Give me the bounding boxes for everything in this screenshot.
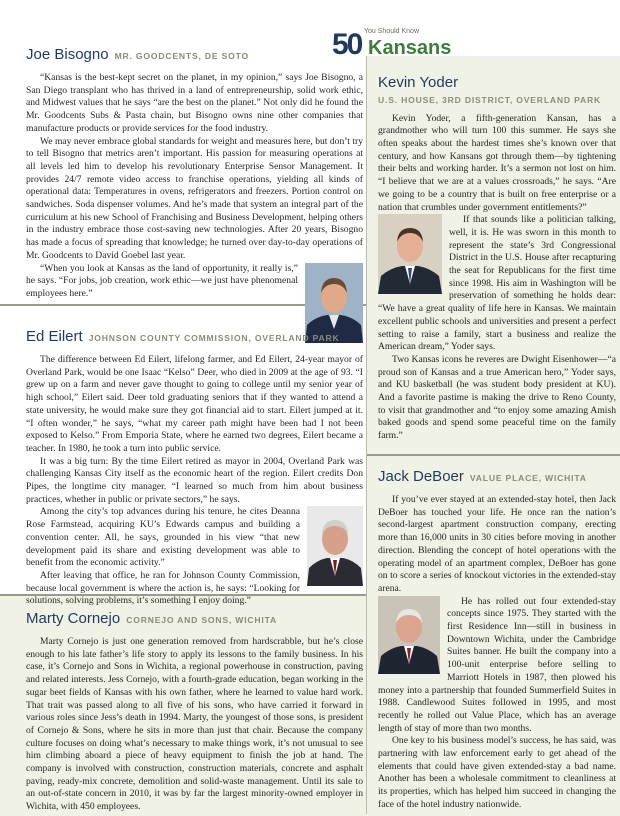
paragraph: After leaving that office, he ran for Johnson County Commission, because local government is where the action is, he says: “Looking for solutions, solving problems, it’s something I enjoy doing.” [26,569,300,607]
profile-name: Kevin Yoder [378,74,459,91]
paragraph: “Kansas is the best-kept secret on the planet, in my opinion,” says Joe Bisogno, a San Diego transplant who has thrived in a land of entrepreneurship, solid work ethic, and Midwest values that he says “are the best on the planet.” Not only did he found the Mr. Goodcents Subs & Pasta chain, but Bisogno owns nine other companies that manufacture products or provide services for the food industry. [26,72,363,134]
profile-name: Ed Eilert [26,328,83,345]
profile-affiliation: CORNEJO AND SONS, WICHITA [126,615,278,625]
profile-deboer [378,462,616,812]
profile-bisogno [26,40,363,346]
column-divider [366,56,367,814]
profile-body [378,494,616,812]
portrait-photo-eilert [307,506,363,586]
profile-heading [378,68,616,105]
paragraph: It was a big turn: By the time Eilert retired as mayor in 2004, Overland Park was challenging Kansas City itself as the economic heart of the region. Eilert credits Don Pipes, the longtime city manager. “I learned so much from him about business practices, whether in public or private sectors,” he says. [26,455,363,505]
profile-name: Joe Bisogno [26,46,109,63]
profile-body [378,113,616,443]
profile-affiliation: U.S. HOUSE, 3RD DISTRICT, OVERLAND PARK [378,95,601,105]
profile-name: Marty Cornejo [26,610,121,627]
paragraph: We may never embrace global standards for weight and measures here, but don’t try to tell Bisogno that metrics aren’t important. His passion for measuring operations at all levels led him to develop his revolutionary Enterprise Sensor Management. It provides 24/7 remote video access to franchise operations, yielding all kinds of operational data: Temperatures in ovens, refrigerators and freezers. Portion control on sandwiches. Soda dispenser volumes. And he’s made that system an integral part of the curriculum at his new School of Franchising and Business Development, helping others in the industry embrace those cost-saving new technologies. After 20 years, Bisogno has made a focus of spreading that knowledge; he turned over day-to-day operations of Mr. Goodcents to David Goebel last year. [26,135,363,261]
logo-number: 50 [332,28,362,61]
paragraph: If that sounds like a politician talking, well, it is. He was sworn in this month to represent the state’s 3rd Congressional District in the U.S. House after recapturing the seat for Republicans for the first time since 1998. His aim in Washington will be preservation of something he holds dear: “We have a great quality of life here in Kansas. We maintain excellent public schools and universities and present a perfect setting to raise a family, start a business and realize the American dream,” Yoder says. [378,214,616,353]
paragraph: Among the city’s top advances during his tenure, he cites Deanna Rose Farmstead, acquiring KU’s Edwards campus and building a convention center. All, he says, grounded in his view “that new development paid its share and existing development was able to benefit from the economic activity.” [26,506,300,569]
profile-heading [26,322,363,346]
paragraph: “When you look at Kansas as the land of opportunity, it really is,” he says. “For jobs, job creation, work ethic—we just have phenomenal employees here.” [26,262,298,299]
profile-name: Jack DeBoer [378,468,464,485]
paragraph: Marty Cornejo is just one generation removed from hardscrabble, but he’s close enough to his late father’s life story to apply its lessons to the family business. In his case, it’s Cornejo and Sons in Wichita, a regional powerhouse in construction, paving and related interests. Jess Cornejo, with a fourth-grade education, began working in the sugar beet fields of Kansas with his own father, where he learned to value hard work. That trait was passed along to all five of his sons, who have carried it forward in various roles since Jess’s death in 1994. Marty, the youngest of those sons, is president of Cornejo & Sons, where he sits in more than just that chair. Because the company culture focuses on doing what’s necessary to make things work, it’s not unusual to see him climbing aboard a piece of heavy equipment to finish the job at hand. The company is involved with construction, construction materials, concrete and asphalt paving, ready-mix concrete, demolition and solid-waste management. Until its sale to an out-of-state concern in 2010, it was by far the largest minority-owned employer in Wichita, with 450 employees. [26,636,363,813]
logo-tagline: You Should Know [364,28,420,35]
profile-heading [26,40,363,64]
profile-body [26,72,363,301]
paragraph: The difference between Ed Eilert, lifelong farmer, and Ed Eilert, 24-year mayor of Overland Park, would be one Isaac “Kelso” Deer, who died in 2009 at the age of 93. “I grew up on a farm and never gave thought to going to college until my senior year of high school,” Eilert said. Deer told graduating seniors that if they wanted to attend a state university, he would make sure they got financial aid to start. Eilert jumped at it. “I often wonder,” he says, “what my career path might have been had I not been exposed to Kelso.” From Emporia State, where he earned two degrees, Eilert became a teacher. In 1980, he took a turn into public service. [26,354,363,454]
paragraph: Two Kansas icons he reveres are Dwight Eisenhower—“a proud son of Kansas and a true American hero,” Yoder says, and KU basketball (he was student body president at KU). And a favorite pastime is making the drive to Reno County, to visit that grandmother and “to enjoy some amazing Amish baked goods and spend some peaceful time on the family farm.” [378,353,616,442]
profile-affiliation: MR. GOODCENTS, DE SOTO [114,51,249,61]
profile-body [26,636,363,814]
profile-affiliation: VALUE PLACE, WICHITA [469,473,587,483]
paragraph: If you’ve ever stayed at an extended-stay hotel, then Jack DeBoer has touched your life. He once ran the nation’s second-largest apartment construction company, erecting more than 16,000 units in 30 cities before moving in another direction. Blending the concept of hotel operations with the operating model of an apartment complex, DeBoer has gone on to score a series of knockout victories in the extended-stay arena. [378,494,616,594]
profile-cornejo [26,604,363,814]
paragraph: He has rolled out four extended-stay concepts since 1975. They started with the first Residence Inn—still in business in Downtown Wichita, under the Cambridge Suites banner. He built the company into a 100-unit enterprise before selling to Marriott Hotels in 1987, then plowed his money into a partnership that founded Summerfield Suites in 1988. Candlewood Suites followed in 1995, and most recently he rolled out Value Place, which has an average length of stay of more than two months. [378,595,616,734]
profile-body [26,354,363,608]
portrait-photo-yoder [378,214,442,294]
paragraph: One key to his business model’s success, he has said, was partnering with law enforcement early to get ahead of the elements that could have given extended-stay a bad name. Another has been a wholesale commitment to cleanliness at its properties, which has helped him succeed in changing the face of the hotel industry nationwide. [378,735,616,810]
profile-heading [378,462,616,486]
profile-yoder [378,68,616,443]
logo-word: Kansans [368,37,452,59]
profile-eilert [26,322,363,608]
portrait-photo-deboer [378,596,440,674]
paragraph: Kevin Yoder, a fifth-generation Kansan, has a grandmother who will turn 100 this summer. He says she often speaks about the hardest times she’s known over that century, and how Kansans got through them—by tightening their belts and working harder. It’s a sermon not lost on him. “I believe that we are at a values crossroads,” he says. “Are we going to be a country that is built on free enterprise or a nation that crumbles under government entitlements?” [378,112,616,213]
profile-affiliation: JOHNSON COUNTY COMMISSION, OVERLAND PARK [88,333,340,343]
profile-heading [26,604,363,628]
